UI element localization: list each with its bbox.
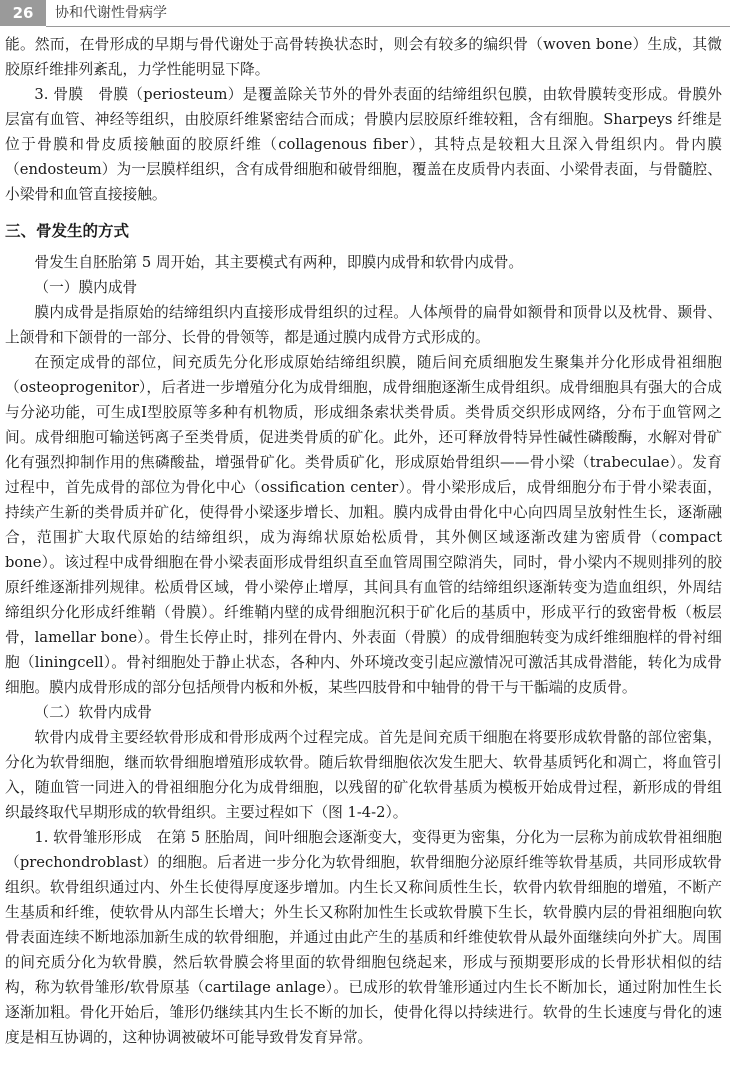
- paragraph-continuation: 能。然而，在骨形成的早期与骨代谢处于高骨转换状态时，则会有较多的编织骨（woven bone）生成，其微胶原纤维排列紊乱，力学性能明显下降。: [5, 36, 722, 78]
- paragraph-intro: 骨发生自胚胎第 5 周开始，其主要模式有两种，即膜内成骨和软骨内成骨。: [34, 254, 524, 271]
- section-heading: 三、骨发生的方式: [5, 222, 130, 240]
- paragraph-intramembranous-process: 在预定成骨的部位，间充质先分化形成原始结缔组织膜，随后间充质细胞发生聚集并分化形成骨祖细胞（osteoprogenitor），后者进一步增殖分化为成骨细胞，成骨细胞逐渐生成骨组织。成骨细胞具有强大的合成与分泌功能，可生成Ⅰ型胶原等多种有机物质，形成细条索状类骨质。类骨质交织形成网络，分布于血管网之间。成骨细胞可输送钙离子至类骨质，促进类骨质的矿化。此外，还可释放骨特异性碱性磷酸酶，水解对骨矿化有强烈抑制作用的焦磷酸盐，增强骨矿化。类骨质矿化，形成原始骨组织——骨小梁（trabeculae）。发育过程中，首先成骨的部位为骨化中心（ossification center）。骨小梁形成后，成骨细胞分布于骨小梁表面，持续产生新的类骨质并矿化，使得骨小梁逐步增长、加粗。膜内成骨由骨化中心向四周呈放射性生长，逐渐融合，范围扩大取代原始的结缔组织，成为海绵状原始松质骨，其外侧区域逐渐改建为密质骨（compact bone）。该过程中成骨细胞在骨小梁表面形成骨组织直至血管周围空隙消失，同时，骨小梁内不规则排列的胶原纤维逐渐排列规律。松质骨区域，骨小梁停止增厚，其间具有血管的结缔组织逐渐转变为造血组织，外周结缔组织分化形成纤维鞘（骨膜）。纤维鞘内壁的成骨细胞沉积于矿化后的基质中，形成平行的致密骨板（板层骨，lamellar bone）。骨生长停止时，排列在骨内、外表面（骨膜）的成骨细胞转变为成纤维细胞样的骨衬细胞（liningcell）。骨衬细胞处于静止状态，各种内、外环境改变引起应激情况可激活其成骨潜能，转化为成骨细胞。膜内成骨形成的部分包括颅骨内板和外板，某些四肢骨和中轴骨的骨干与干骺端的皮质骨。: [5, 354, 722, 696]
- paragraph-endochondral-overview: 软骨内成骨主要经软骨形成和骨形成两个过程完成。首先是间充质干细胞在将要形成软骨骼的部位密集，分化为软骨细胞，继而软骨细胞增殖形成软骨。随后软骨细胞依次发生肥大、软骨基质钙化和凋亡，将血管引入，随血管一同进入的骨祖细胞分化为成骨细胞，以残留的矿化软骨基质为模板开始成骨过程，新形成的骨组织最终取代早期形成的软骨组织。主要过程如下（图 1-4-2）。: [5, 729, 722, 821]
- paragraph-periosteum: 3. 骨膜 骨膜（periosteum）是覆盖除关节外的骨外表面的结缔组织包膜，由软骨膜转变形成。骨膜外层富有血管、神经等组织，由胶原纤维紧密结合而成；骨膜内层胶原纤维较粗，含有细胞。Sharpeys 纤维是位于骨膜和骨皮质接触面的胶原纤维（collagenous fiber），其特点是较粗大且深入骨组织内。骨内膜（endosteum）为一层膜样组织，含有成骨细胞和破骨细胞，覆盖在皮质骨内表面、小梁骨表面，与骨髓腔、小梁骨和血管直接接触。: [5, 86, 722, 203]
- paragraph-cartilage-anlage: 1. 软骨雏形形成 在第 5 胚胎周，间叶细胞会逐渐变大，变得更为密集，分化为一层称为前成软骨祖细胞（prechondroblast）的细胞。后者进一步分化为软骨细胞，软骨细胞分泌原纤维等软骨基质，共同形成软骨组织。软骨组织通过内、外生长使得厚度逐步增加。内生长又称间质性生长，软骨内软骨细胞的增殖，不断产生基质和纤维，使软骨从内部生长增大；外生长又称附加性生长或软骨膜下生长，软骨膜内层的骨祖细胞向软骨表面连续不断地添加新生成的软骨细胞，并通过由此产生的基质和纤维使软骨从最外面继续向外扩大。周围的间充质分化为软骨膜，然后软骨膜会将里面的软骨细胞包绕起来，形成与预期要形成的长骨形状相似的结构，称为软骨雏形/软骨原基（cartilage anlage）。已成形的软骨雏形通过内生长不断加长，通过附加性生长逐渐加粗。骨化开始后，雏形仍继续其内生长不断的加长，使骨化得以持续进行。软骨的生长速度与骨化的速度是相互协调的，这种协调被破坏可能导致骨发育异常。: [5, 829, 722, 1046]
- page-body: [5, 32, 722, 1050]
- page-header: [0, 0, 730, 28]
- page-number: 26: [0, 0, 46, 26]
- subheading-endochondral: （二）软骨内成骨: [34, 704, 152, 721]
- header-rule: [46, 26, 730, 27]
- subheading-intramembranous: （一）膜内成骨: [34, 279, 138, 296]
- running-title: 协和代谢性骨病学: [55, 5, 167, 21]
- paragraph-intramembranous-definition: 膜内成骨是指原始的结缔组织内直接形成骨组织的过程。人体颅骨的扁骨如额骨和顶骨以及枕骨、颞骨、上颌骨和下颌骨的一部分、长骨的骨领等，都是通过膜内成骨方式形成的。: [5, 304, 722, 346]
